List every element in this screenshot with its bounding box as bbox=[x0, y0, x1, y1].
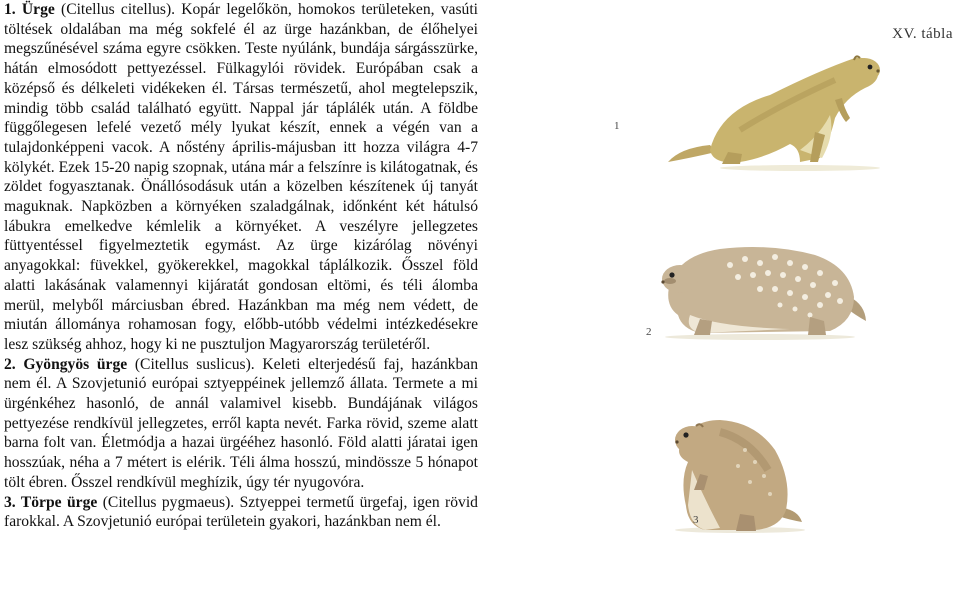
figure-number-2: 2 bbox=[646, 326, 652, 338]
section-title-torpe: 3. Törpe ürge bbox=[4, 493, 98, 511]
paragraph-body-torpe: (Citellus pygmaeus). Sztyeppei termetű ürgefaj, igen rövid farokkal. A Szovjetunió európai területein gyakori, hazánkban nem él. bbox=[4, 493, 478, 531]
article-text bbox=[4, 0, 478, 532]
paragraph-urge bbox=[4, 0, 478, 355]
figure-number-3: 3 bbox=[693, 514, 699, 526]
paragraph-body-urge: (Citellus citellus). Kopár legelőkön, homokos területeken, vasúti töltések oldalában ma még sokfelé él az ürge hazánkban, de élőhelyei megszűnésével száma egyre csökken. Teste nyúlánk, bundája sárgásszürke, hátán elmosódott pettyezéssel. Fülkagylói rövidek. Európában csak a középső és délkeleti vidékeken él. Társas természetű, ahol megtelepszik, mindig több család található együtt. Nappal jár táplálék után. A földbe függőlegesen lefelé vezető mély lyukat készít, ennek a végén van a tulajdonképpeni vacok. A nőstény április-májusban itt hozza világra 4-7 kölykét. Ezek 15-20 napig szopnak, utána már a felszínre is kilátogatnak, és zöldet fogyasztanak. Önállósodásuk után a közelben készítenek új tanyát maguknak. Napközben a környéken szaladgálnak, időnként két hátulsó lábukra emelkedve kémlelik a környéket. A veszélyre jellegzetes füttyentéssel figyelmeztetik egymást. Az ürge kizárólag növényi anyagokkal: füvekkel, gyökerekkel, magokkal táplálkozik. Ősszel föld alatti lakásának valamennyi kijáratát gondosan eltömi, és téli álomba merül, melyből márciusban ébred. Hazánkban ma még nem védett, de miután állománya rohamosan fogy, előbb-utóbb védelmi intézkedésekre lesz szükség ahhoz, hogy ki ne pusztuljon Magyarország területéről. bbox=[4, 1, 478, 353]
plate-title: XV. tábla bbox=[892, 26, 953, 42]
paragraph-body-gyongyos: (Citellus suslicus). Keleti elterjedésű faj, hazánkban nem él. A Szovjetunió európai sztyeppéinek jellemző állata. Termete a mi ürgénkéhez hasonló, de annál valamivel kisebb. Bundájának világos pettyezése rendkívül jellegzetes, erről kapta nevét. Farka rövid, szeme alatt barna folt van. Életmódja a hazai ürgééhez hasonló. Föld alatti járatai igen hosszúak, néha a 7 métert is elérik. Téli álma hosszú, mindössze 5 hónapot tölt ébren. Ősszel rendkívül meghízik, úgy tér nyugovóra. bbox=[4, 355, 478, 491]
section-title-urge: 1. Ürge bbox=[4, 1, 55, 18]
figure-number-1: 1 bbox=[614, 120, 620, 132]
section-title-gyongyos: 2. Gyöngyös ürge bbox=[4, 355, 128, 373]
squirrel-illustration-3 bbox=[660, 410, 810, 535]
paragraph-torpe bbox=[4, 493, 478, 532]
illustration-plate bbox=[600, 0, 959, 612]
squirrel-illustration-1 bbox=[650, 40, 890, 170]
squirrel-illustration-2 bbox=[640, 235, 870, 340]
paragraph-gyongyos bbox=[4, 355, 478, 493]
